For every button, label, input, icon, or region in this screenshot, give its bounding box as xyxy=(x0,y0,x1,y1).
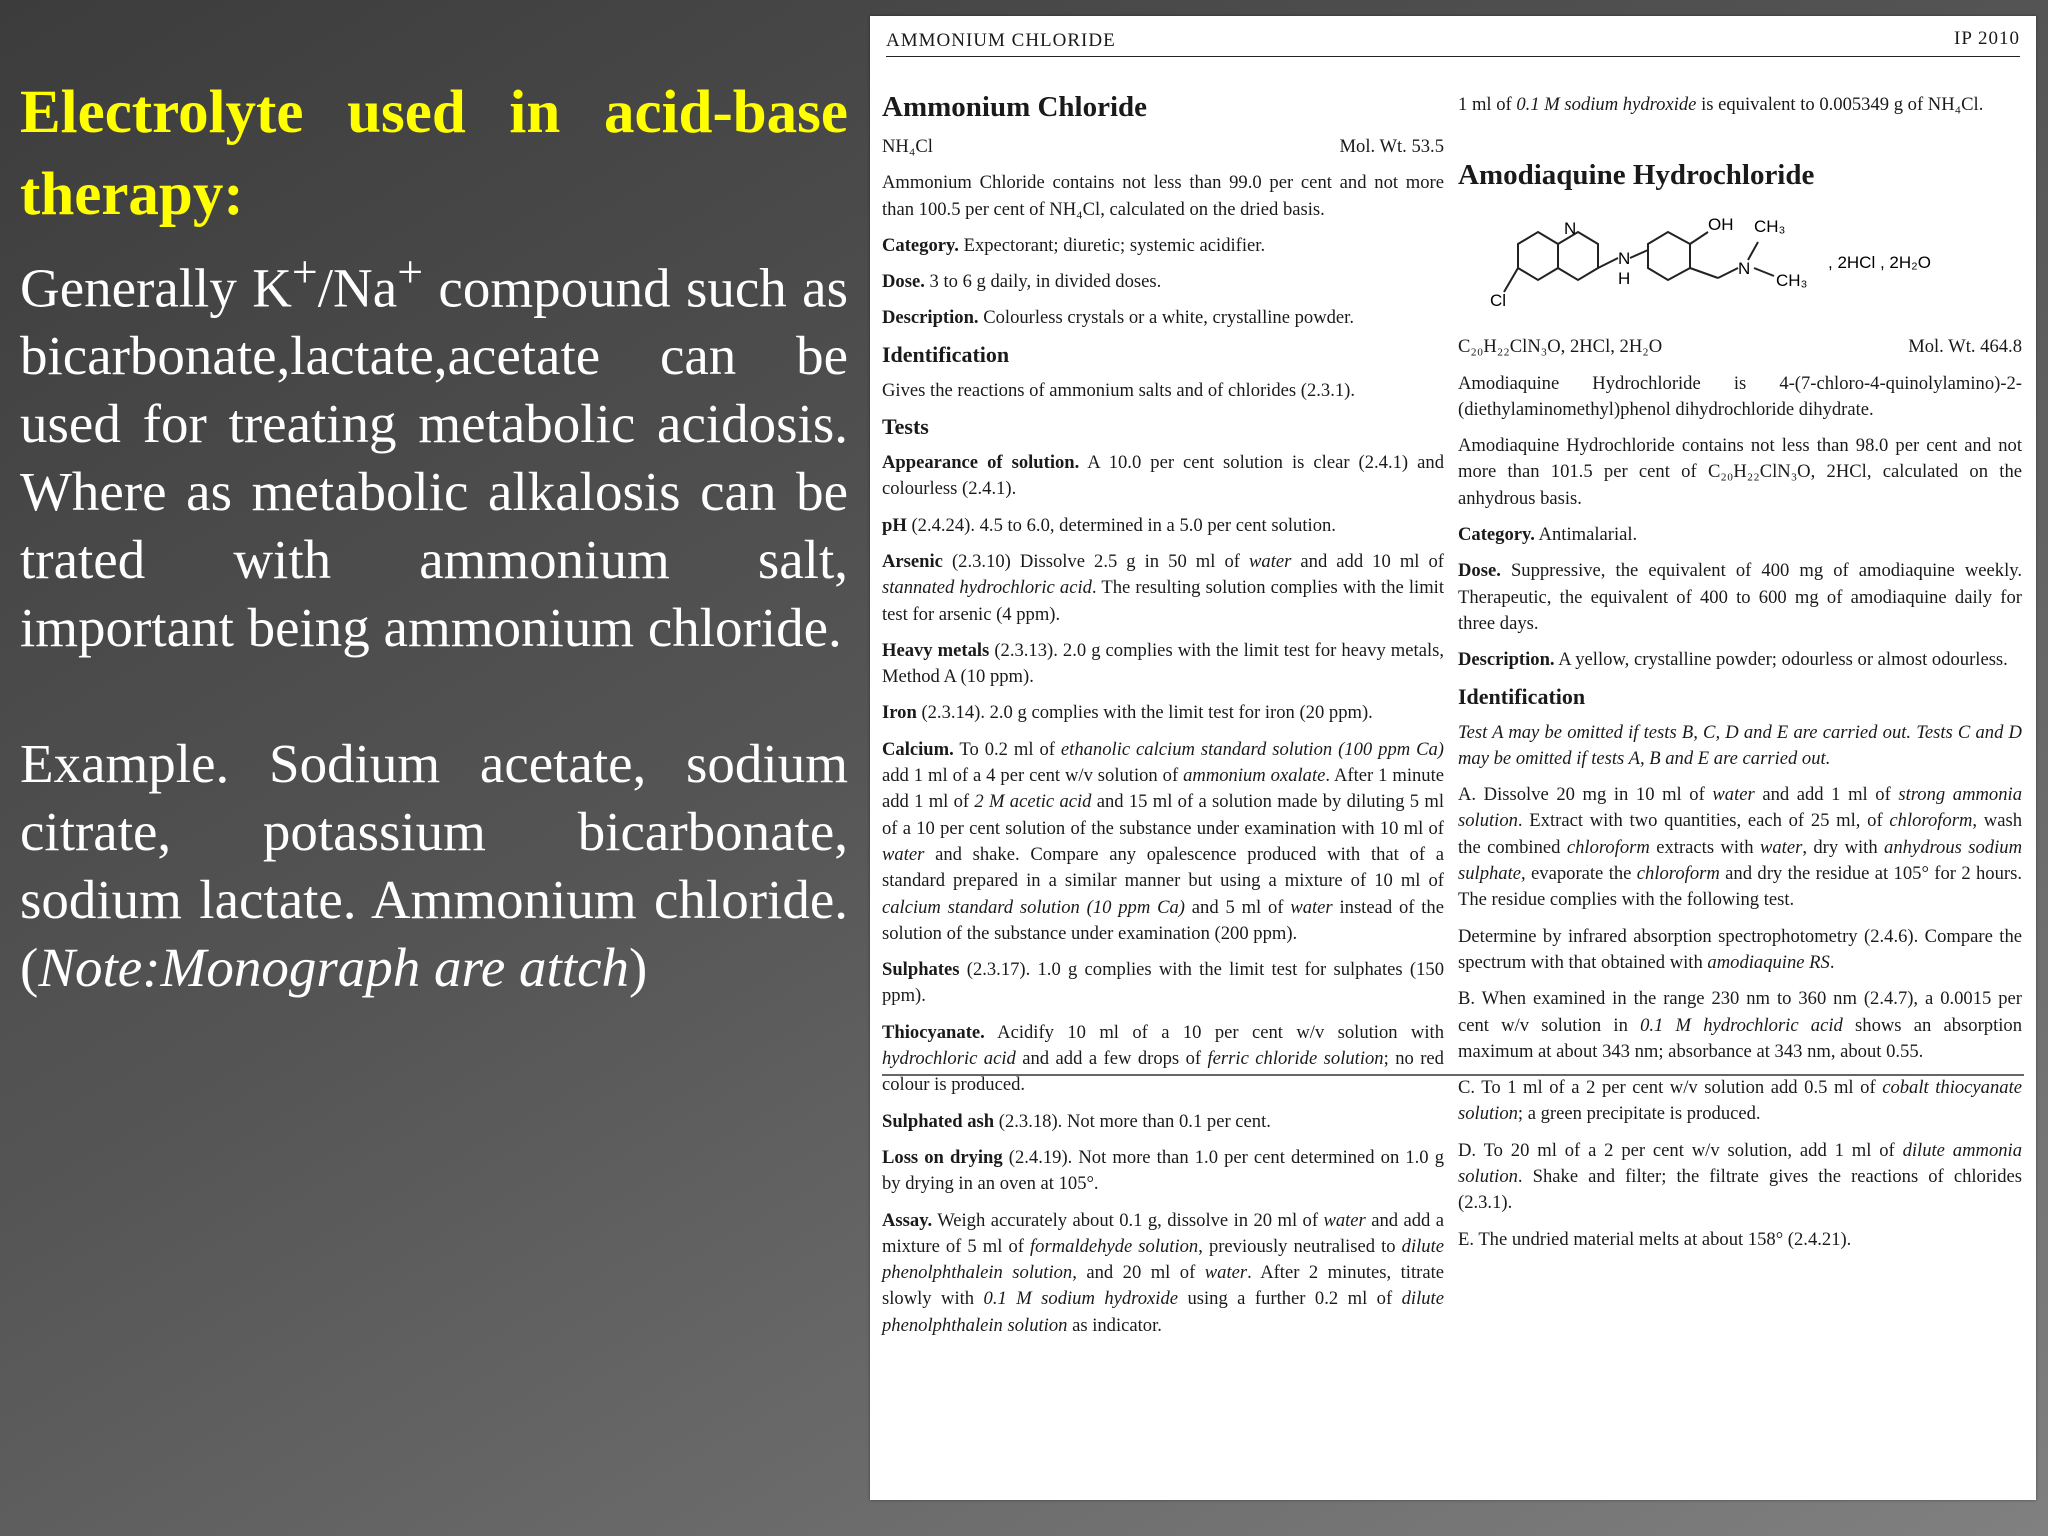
amine-hydrogen: H xyxy=(1618,269,1631,289)
amodiaquine-category: Category. Antimalarial. xyxy=(1458,524,1638,546)
amodiaquine-description: Description. A yellow, crystalline powder; odourless or almost odourless. xyxy=(1458,649,2008,671)
amodiaquine-title: Amodiaquine Hydrochloride xyxy=(1458,159,1815,192)
ammonium-title: Ammonium Chloride xyxy=(882,91,1148,123)
test-calcium: Calcium. To 0.2 ml of ethanolic calcium standard solution (100 ppm Ca) add 1 ml of a 4 per cent w/v solution of ammonium oxalate. After 1 minute add 1 ml of 2 M acetic acid and 15 ml of a solution made by diluting 5 ml of a 10 per cent solution of the substance under examination with 10 ml of water and shake. Compare any opalescence produced with that of a standard prepared in a similar manner but using a mixture of 10 ml of calcium standard solution (10 ppm Ca) and 5 ml of water instead of the solution of the substance under examination (200 ppm). xyxy=(882,738,1445,944)
monograph-page xyxy=(870,16,2036,1500)
ammonium-assay: Assay. Weigh accurately about 0.1 g, dissolve in 20 ml of water and add a mixture of 5 ml of formaldehyde solution, previously neutralised to dilute phenolphthalein solution, and 20 ml of water. After 2 minutes, titrate slowly with 0.1 M sodium hydroxide using a further 0.2 ml of dilute phenolphthalein solution as indicator. xyxy=(882,1209,1444,1336)
amodiaquine-column xyxy=(1458,72,2022,1263)
amodiaquine-identification-heading: Identification xyxy=(1458,683,1586,709)
ammonium-chloride-column xyxy=(882,72,1444,1349)
ammonium-content: Ammonium Chloride contains not less than 99.0 per cent and not more than 100.5 per cent of NH₄Cl, calculated on the dried basis. xyxy=(882,172,1444,220)
identification-note: Test A may be omitted if tests B, C, D and E are carried out. Tests C and D may be omitted if tests A, B and E are carried out. xyxy=(1458,721,2022,769)
sodium-charge: + xyxy=(397,246,424,297)
ring-nitrogen: N xyxy=(1564,219,1577,239)
test-loss-on-drying: Loss on drying (2.4.19). Not more than 1.0 per cent determined on 1.0 g by drying in an oven at 105°. xyxy=(882,1146,1444,1195)
amodiaquine-structure-diagram xyxy=(1458,202,2022,322)
identification-ir: Determine by infrared absorption spectrophotometry (2.4.6). Compare the spectrum with that obtained with amodiaquine RS. xyxy=(1458,925,2022,973)
pyridine-ring xyxy=(1558,232,1598,280)
amodiaquine-molwt: Mol. Wt. 464.8 xyxy=(1908,336,2022,358)
example-note: Note:Monograph are attch xyxy=(38,937,629,999)
test-iron: Iron (2.3.14). 2.0 g complies with the limit test for iron (20 ppm). xyxy=(882,702,1373,724)
ammonium-molwt: Mol. Wt. 53.5 xyxy=(1339,136,1444,157)
running-head: AMMONIUM CHLORIDE xyxy=(886,30,1116,51)
edition-label: IP 2010 xyxy=(1954,28,2020,49)
ammonium-identification-heading: Identification xyxy=(882,341,1010,367)
ammonium-description: Description. Colourless crystals or a white, crystalline powder. xyxy=(882,307,1354,329)
ammonium-identification: Gives the reactions of ammonium salts and of chlorides (2.3.1). xyxy=(882,379,1355,401)
amodiaquine-chemical-name: Amodiaquine Hydrochloride is 4-(7-chloro-4-quinolylamino)-2-(diethylaminomethyl)phenol dihydrochloride dihydrate. xyxy=(1458,372,2022,420)
test-heavy-metals: Heavy metals (2.3.13). 2.0 g complies with the limit test for heavy metals, Method A (10 ppm). xyxy=(882,639,1444,688)
ammonium-category: Category. Expectorant; diuretic; systemic acidifier. xyxy=(882,234,1266,256)
test-thiocyanate: Thiocyanate. Acidify 10 ml of a 10 per cent w/v solution with hydrochloric acid and add a few drops of ferric chloride solution; no red colour is produced. xyxy=(882,1021,1444,1096)
methyl-right-label: CH₃ xyxy=(1776,271,1808,291)
diethylamine-nitrogen: N xyxy=(1738,259,1751,279)
ammonium-tests-heading: Tests xyxy=(882,414,929,440)
ammonium-formula: NH₄Cl xyxy=(882,136,933,157)
amodiaquine-formula-row xyxy=(1458,334,2022,360)
salt-hydrate-label: , 2HCl , 2H₂O xyxy=(1828,253,1931,273)
test-ph: pH (2.4.24). 4.5 to 6.0, determined in a 5.0 per cent solution. xyxy=(882,514,1336,536)
slide-paragraph-example xyxy=(20,730,848,1002)
paragraph-gap xyxy=(20,662,848,730)
identification-test-c: C. To 1 ml of a 2 per cent w/v solution add 0.5 ml of cobalt thiocyanate solution; a green precipitate is produced. xyxy=(1458,1077,2022,1125)
para-text-rest: compound such as bicarbonate,lactate,acetate can be used for treating metabolic acidosis. Where as metabolic alkalosis can be trated with ammonium salt, important being ammonium chloride. xyxy=(20,257,848,659)
test-sulphates: Sulphates (2.3.17). 1.0 g complies with the limit test for sulphates (150 ppm). xyxy=(882,959,1444,1007)
example-text: Example. Sodium acetate, sodium citrate, potassium bicarbonate, sodium lactate. Ammonium chloride. ( xyxy=(20,733,848,999)
potassium-charge: + xyxy=(291,246,318,297)
ammonium-equivalence: 1 ml of 0.1 M sodium hydroxide is equivalent to 0.005349 g of NH₄Cl. xyxy=(1458,94,1984,115)
test-appearance: Appearance of solution. A 10.0 per cent solution is clear (2.4.1) and colourless (2.4.1). xyxy=(882,452,1444,500)
identification-test-a: A. Dissolve 20 mg in 10 ml of water and add 1 ml of strong ammonia solution. Extract with two quantities, each of 25 ml, of chloroform, wash the combined chloroform extracts with water, dry with anhydrous sodium sulphate, evaporate the chloroform and dry the residue at 105° for 2 hours. The residue complies with the following test. xyxy=(1458,784,2022,911)
hydroxyl-label: OH xyxy=(1708,215,1734,235)
para-text-sodium: /Na xyxy=(317,257,398,319)
identification-test-e: E. The undried material melts at about 158° (2.4.21). xyxy=(1458,1228,1852,1250)
methyl-top-label: CH₃ xyxy=(1754,217,1786,237)
para-text-start: Generally K xyxy=(20,257,292,319)
phenol-ring xyxy=(1648,232,1690,280)
amine-nitrogen: N xyxy=(1618,249,1631,269)
test-arsenic: Arsenic (2.3.10) Dissolve 2.5 g in 50 ml of water and add 10 ml of stannated hydrochloric acid. The resulting solution complies with the limit test for arsenic (4 ppm). xyxy=(882,550,1444,625)
ammonium-formula-row xyxy=(882,134,1444,160)
identification-test-b: B. When examined in the range 230 nm to 360 nm (2.4.7), a 0.0015 per cent w/v solution in 0.1 M hydrochloric acid shows an absorption maximum at about 343 nm; absorbance at 343 nm, about 0.55. xyxy=(1458,988,2022,1062)
benzo-ring xyxy=(1518,232,1558,280)
slide-paragraph-acidosis xyxy=(20,238,848,662)
chloro-label: Cl xyxy=(1490,291,1507,311)
slide-text-block xyxy=(20,72,848,1002)
amodiaquine-formula: C₂₀H₂₂ClN₃O, 2HCl, 2H₂O xyxy=(1458,336,1663,358)
example-close: ) xyxy=(629,937,648,999)
ammonium-dose: Dose. 3 to 6 g daily, in divided doses. xyxy=(882,271,1162,293)
amodiaquine-content: Amodiaquine Hydrochloride contains not less than 98.0 per cent and not more than 101.5 per cent of C₂₀H₂₂ClN₃O, 2HCl, calculated on the anhydrous basis. xyxy=(1458,435,2022,509)
identification-test-d: D. To 20 ml of a 2 per cent w/v solution, add 1 ml of dilute ammonia solution. Shake and filter; the filtrate gives the reactions of chlorides (2.3.1). xyxy=(1458,1139,2023,1214)
amodiaquine-dose: Dose. Suppressive, the equivalent of 400 mg of amodiaquine weekly. Therapeutic, the equivalent of 400 to 600 mg of amodiaquine daily for three days. xyxy=(1458,560,2022,634)
test-sulphated-ash: Sulphated ash (2.3.18). Not more than 0.1 per cent. xyxy=(882,1110,1271,1132)
page-header xyxy=(886,28,2020,57)
slide-title: Electrolyte used in acid-base therapy: xyxy=(20,79,848,228)
